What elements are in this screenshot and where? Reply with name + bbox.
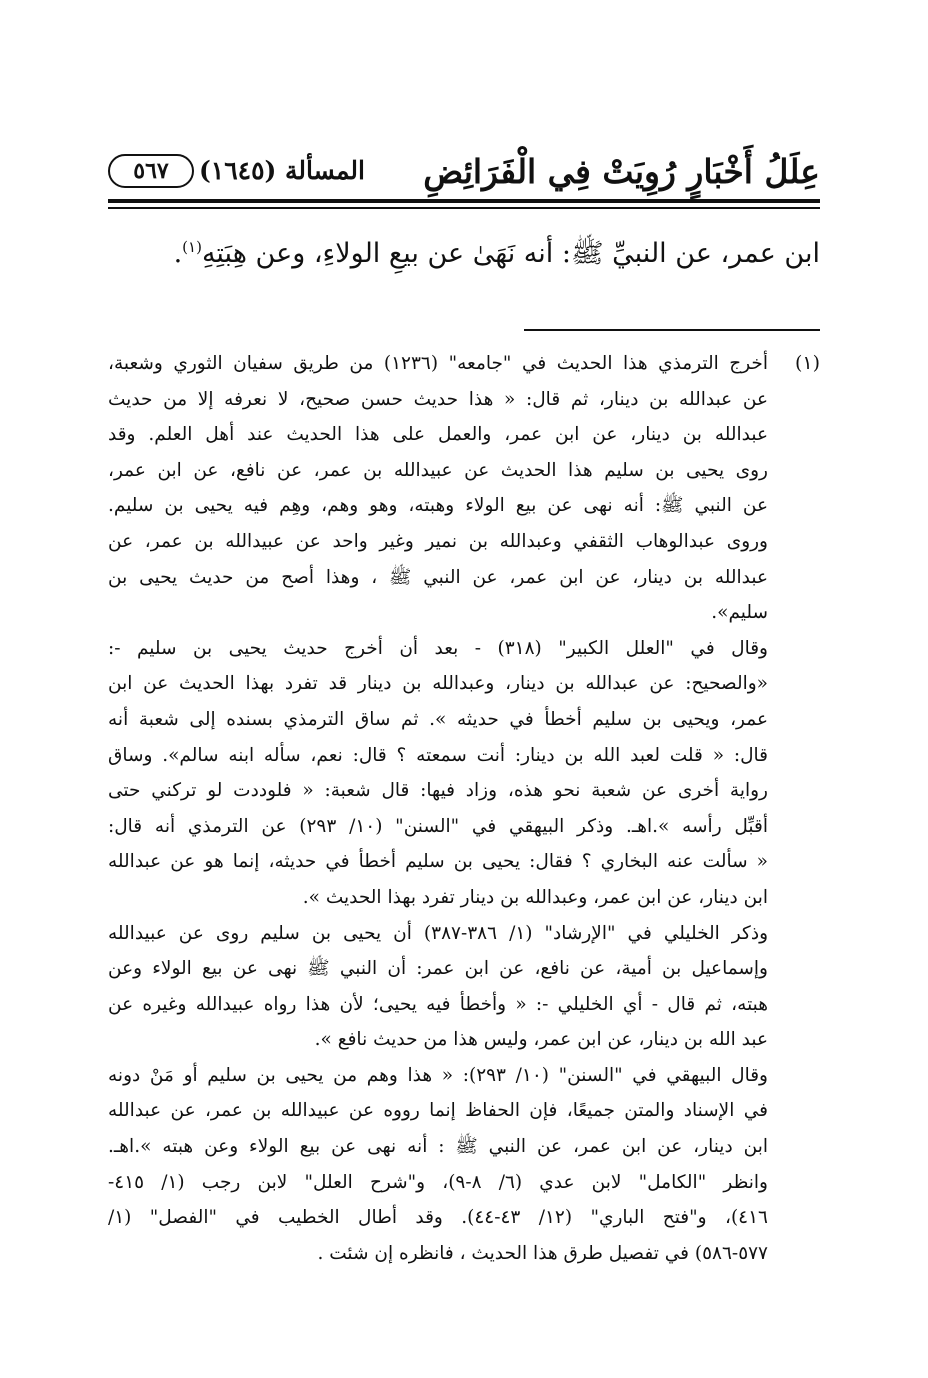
footnote-line: ٤١٦)، و"فتح الباري" (١٢/ ٤٣-٤٤). وقد أطال الخطيب في "الفصل" (١/ [108,1207,768,1229]
footnote-line: وانظر "الكامل" لابن عدي (٦/ ٨-٩)، و"شرح العلل" لابن رجب (١/ ٤١٥- [108,1171,768,1193]
footnote-reference[interactable]: (١) [182,238,202,256]
header-rule-thick [108,199,820,203]
footnote-line: وذكر الخليلي في "الإرشاد" (١/ ٣٨٦-٣٨٧) أن يحيى بن سليم روى عن عبيدالله [108,922,768,944]
footnote-marker: (١) [794,352,820,374]
book-title: عِلَلُ أَخْبَارٍ رُوِيَتْ فِي الْفَرَائِضِ [423,152,820,191]
footnote-line: أخرج الترمذي هذا الحديث في "جامعه" (١٢٣٦) من طريق سفيان الثوري وشعبة، [108,353,768,374]
footnote-line: عبد الله بن دينار، عن ابن عمر، وليس هذا من حديث نافع ». [314,1029,768,1051]
page-number: ٥٦٧ [133,158,169,184]
main-text-end: . [173,238,183,269]
header-rule-thin [108,207,820,209]
page-number-badge [108,154,194,188]
footnote-line: وإسماعيل بن أمية، عن نافع، عن ابن عمر: أن النبي ﷺ نهى عن بيع الولاء وعن [108,958,768,980]
footnote-line: في الإسناد والمتن جميعًا، فإن الحفاظ إنما رووه عن عبيدالله بن عمر، عن عبدالله [108,1100,768,1122]
footnote-line: عن عبدالله بن دينار، ثم قال: « هذا حديث حسن صحيح، لا نعرفه إلا من حديث [108,388,768,410]
footnote-line: ٥٧٧-٥٨٦) في تفصيل طرق هذا الحديث ، فانظره إن شئت . [317,1242,768,1264]
footnote-line: وقال البيهقي في "السنن" (١٠/ ٢٩٣): « هذا وهم من يحيى بن سليم أو مَنْ دونه [108,1064,768,1086]
footnote-line: عبدالله بن دينار، عن ابن عمر، عن النبي ﷺ ، وهذا أصح من حديث يحيى بن [108,566,768,588]
footnote-line: ابن دينار، عن ابن عمر، وعبدالله بن دينار تفرد بهذا الحديث ». [302,886,768,908]
footnote-body [108,346,768,1271]
footnote-line: ابن دينار، عن ابن عمر، عن النبي ﷺ : أنه نهى عن بيع الولاء وعن هبته ».اهـ. [108,1136,768,1158]
footnote-line: سليم». [711,602,768,624]
footnote-line: أقبِّل رأسه ».اهـ. وذكر البيهقي في "السنن" (١٠/ ٢٩٣) عن الترمذي أنه قال: [108,815,768,837]
footnote-line: وقال في "العلل الكبير" (٣١٨) - بعد أن أخرج حديث يحيى بن سليم -: [108,637,768,659]
main-text [108,232,820,276]
footnote-line: «والصحيح: عن عبدالله بن دينار، وعبدالله بن دينار قد تفرد بهذا الحديث عن ابن [108,673,768,695]
issue-number: المسألة (١٦٤٥) [198,156,365,185]
footnote-line: قال: « قلت لعبد الله بن دينار: أنت سمعته ؟ قال: نعم، سأله ابنه سالم». وساق [108,744,768,766]
footnote-line: عمر، ويحيى بن سليم أخطأ في حديثه ». ثم ساق الترمذي بسنده إلى شعبة أنه [108,708,768,730]
footnote-separator [524,329,820,331]
footnote-line: عن النبي ﷺ: أنه نهى عن بيع الولاء وهبته، وهو وهم، وهِم فيه يحيى بن سليم. [108,495,768,517]
main-text-line: ابن عمر، عن النبيِّ ﷺ: أنه نَهَىٰ عن بيعِ الولاءِ، وعن هِبَتِهِ [201,238,820,269]
footnote-line: روى يحيى بن سليم هذا الحديث عن عبيدالله بن عمر، عن نافع، عن ابن عمر، [108,459,768,481]
footnote-line: وروى عبدالوهاب الثقفي وعبدالله بن نمير وغير واحد عن عبيدالله بن عمر، عن [108,530,768,552]
footnote-line: عبدالله بن دينار، عن ابن عمر، والعمل على هذا الحديث عند أهل العلم. وقد [108,424,768,446]
footnote-line: « سألت عنه البخاري ؟ فقال: يحيى بن سليم أخطأ في حديثه، إنما هو عن عبدالله [108,851,768,873]
running-header [108,150,820,198]
footnote-line: هبته، ثم قال - أي الخليلي -: « وأخطأ فيه يحيى؛ لأن هذا رواه عبيدالله وغيره عن [108,993,768,1015]
footnote-line: رواية أخرى عن شعبة نحو هذه، وزاد فيها: قال شعبة: « فلوددت لو تركني حتى [108,780,768,802]
